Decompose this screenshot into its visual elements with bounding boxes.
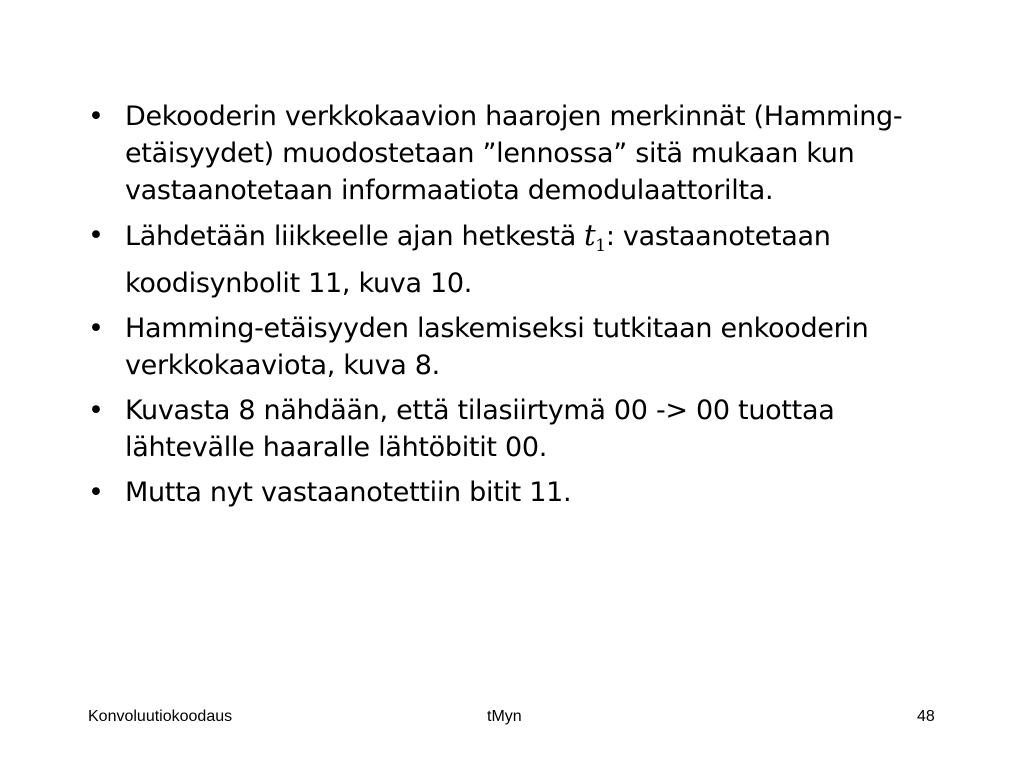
bullet-item-2 xyxy=(88,217,948,302)
bullet-list xyxy=(88,98,948,519)
bullet-item-4 xyxy=(88,392,948,466)
bullet-dot: • xyxy=(88,313,104,344)
bullet-dot: • xyxy=(88,477,104,508)
bullet-dot: • xyxy=(88,395,104,426)
bullet-item-3 xyxy=(88,310,948,384)
bullet-text: Hamming-etäisyyden laskemiseksi tutkitaan enkooderin verkkokaaviota, kuva 8. xyxy=(125,313,869,381)
bullet-dot: • xyxy=(88,101,104,132)
math-subscript: 1 xyxy=(595,236,606,256)
footer-author: tMyn xyxy=(487,708,522,725)
bullet-item-5 xyxy=(88,474,948,511)
bullet-item-1 xyxy=(88,98,948,209)
math-variable xyxy=(583,218,606,256)
bullet-text-after: : vastaanotetaan koodisynbolit 11, kuva 10. xyxy=(125,221,831,299)
footer-title: Konvoluutiokoodaus xyxy=(88,708,233,725)
math-var: t xyxy=(583,218,596,252)
footer-page-number: 48 xyxy=(917,708,935,725)
bullet-text-before: Lähdetään liikkeelle ajan hetkestä xyxy=(125,221,576,252)
bullet-text: Mutta nyt vastaanotettiin bitit 11. xyxy=(125,477,572,508)
bullet-text: Dekooderin verkkokaavion haarojen merkinnät (Hamming-etäisyydet) muodostetaan ”lennossa” sitä mukaan kun vastaanotetaan informaatiota demodulaattorilta. xyxy=(125,101,903,206)
bullet-text: Kuvasta 8 nähdään, että tilasiirtymä 00 -> 00 tuottaa lähtevälle haaralle lähtöbitit 00. xyxy=(125,395,835,463)
bullet-dot: • xyxy=(88,220,104,251)
